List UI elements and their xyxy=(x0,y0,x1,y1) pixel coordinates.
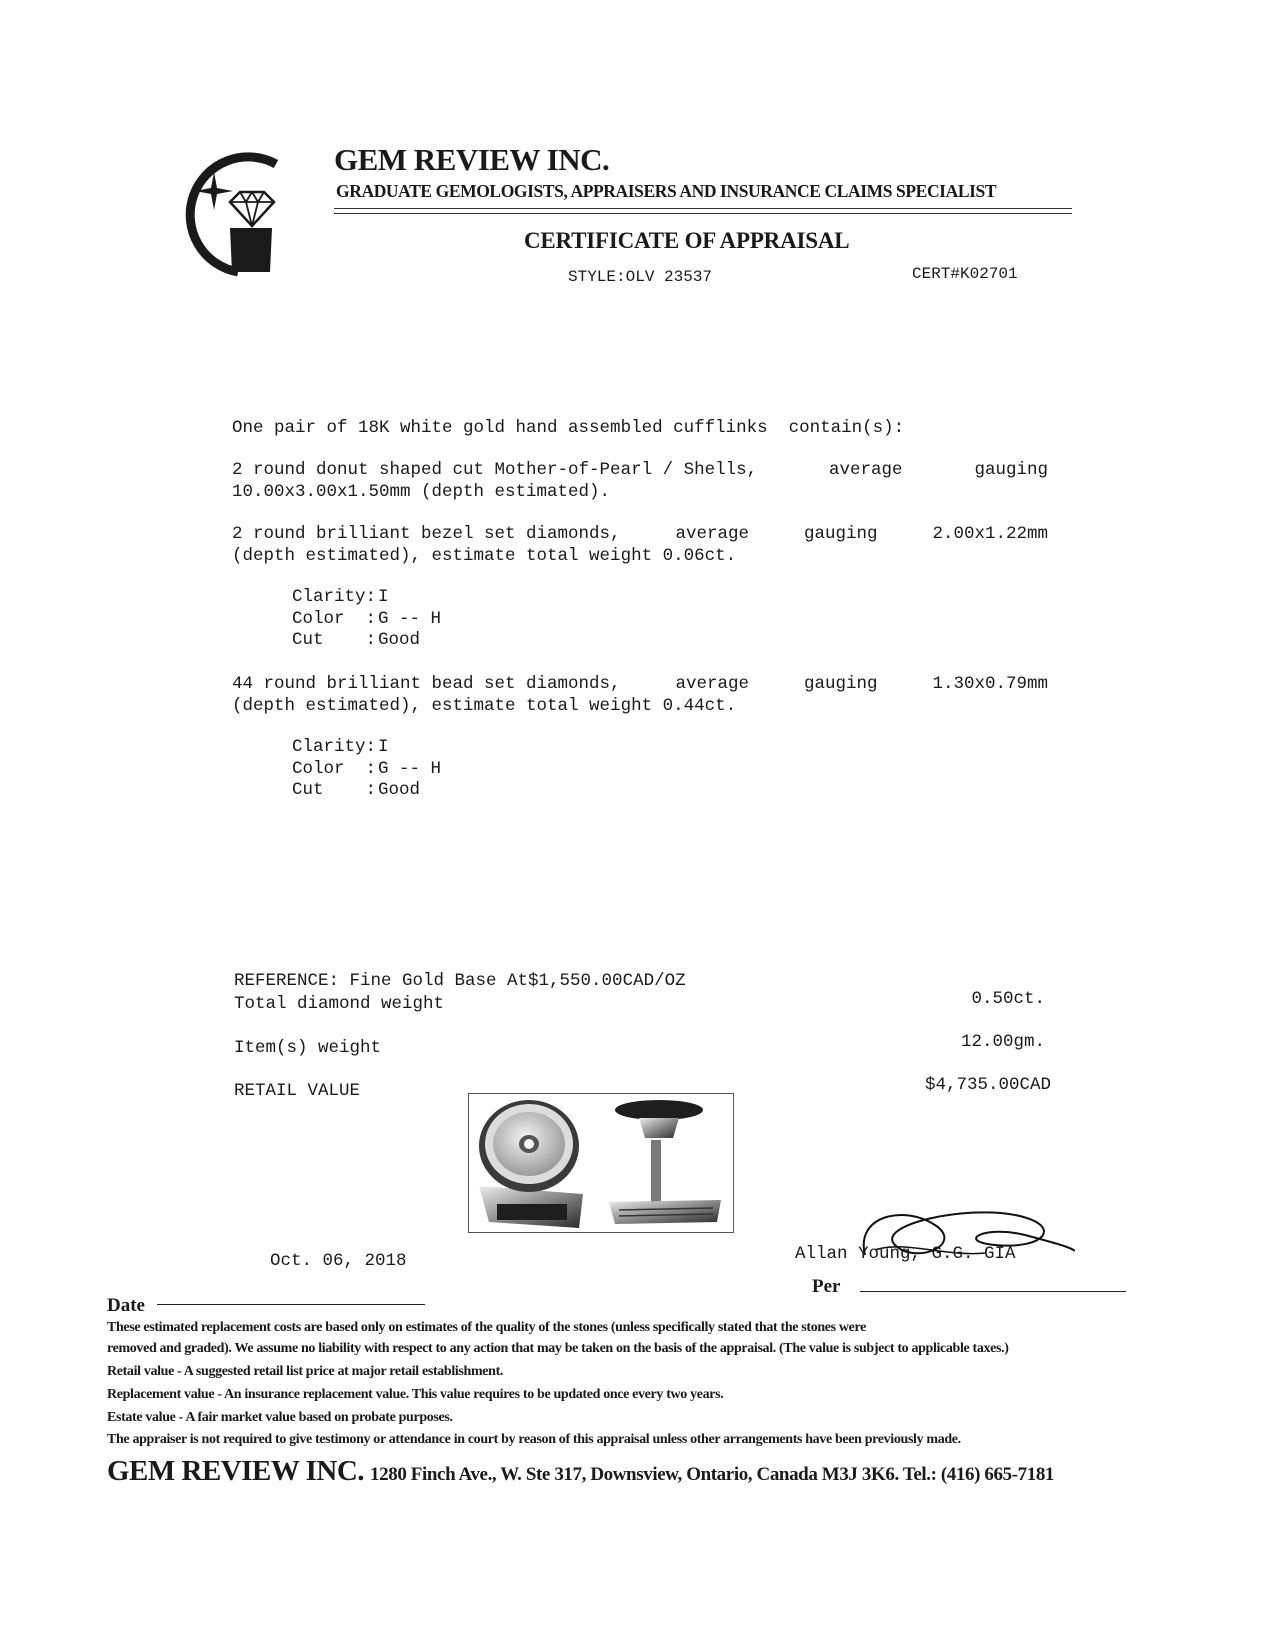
grade-label: Cut : xyxy=(292,780,377,800)
company-tagline: GRADUATE GEMOLOGISTS, APPRAISERS AND INSURANCE CLAIMS SPECIALIST xyxy=(336,181,997,201)
grade-value: I xyxy=(378,737,389,757)
item1-word: gauging xyxy=(974,460,1048,480)
header-rule xyxy=(334,208,1072,214)
grade-label: Color : xyxy=(292,608,377,629)
appraisal-date: Oct. 06, 2018 xyxy=(270,1251,407,1271)
cufflinks-illustration xyxy=(469,1094,733,1232)
total-diamond-weight-label: Total diamond weight xyxy=(234,994,445,1014)
item2-word: gauging xyxy=(804,524,878,544)
item1-word: 2 round donut shaped cut Mother-of-Pearl / Shells, xyxy=(232,460,758,480)
disclaimer-line: Replacement value - An insurance replacement value. This value requires to be updated once every two years. xyxy=(107,1387,724,1402)
item3-description-line1 xyxy=(232,673,1048,695)
item2-word: 2 round brilliant bezel set diamonds, xyxy=(232,524,621,544)
footer-address: 1280 Finch Ave., W. Ste 317, Downsview, Ontario, Canada M3J 3K6. Tel.: (416) 665-7181 xyxy=(370,1464,1055,1485)
item3-word: 1.30x0.79mm xyxy=(932,674,1048,694)
per-signature-line xyxy=(860,1291,1126,1292)
grade-value: G -- H xyxy=(378,758,442,779)
grade-label: Clarity: xyxy=(292,737,377,757)
grade-label: Color : xyxy=(292,758,377,779)
grade-row-cut xyxy=(292,630,441,652)
item1-description-line1 xyxy=(232,459,1048,481)
grade-row-color xyxy=(292,759,441,781)
grade-value: G -- H xyxy=(378,608,442,629)
item3-word: average xyxy=(675,674,750,694)
item3-word: 44 round brilliant bead set diamonds, xyxy=(232,674,621,694)
item-intro: One pair of 18K white gold hand assembled cufflinks contain(s): xyxy=(232,418,905,438)
grade-value: Good xyxy=(378,780,421,800)
signature-scribble xyxy=(845,1195,1075,1270)
grade-label: Cut : xyxy=(292,630,377,650)
grade-row-clarity xyxy=(292,587,441,609)
item1-description-line2: 10.00x3.00x1.50mm (depth estimated). xyxy=(232,482,611,502)
cert-number: CERT#K02701 xyxy=(912,265,1018,283)
grade-value: Good xyxy=(378,630,421,650)
per-label: Per xyxy=(812,1276,841,1297)
item3-description-line2: (depth estimated), estimate total weight 0.44ct. xyxy=(232,696,737,716)
appraiser-name: Allan Young, G.G. GIA xyxy=(795,1244,1016,1264)
item2-description-line1 xyxy=(232,523,1048,545)
item-weight-label: Item(s) weight xyxy=(234,1038,382,1058)
item2-word: average xyxy=(675,524,750,544)
footer-company-name: GEM REVIEW INC. xyxy=(107,1455,365,1487)
disclaimer-line: Estate value - A fair market value based on probate purposes. xyxy=(107,1410,453,1425)
retail-value-amount: $4,735.00CAD xyxy=(924,1075,1051,1095)
item2-description-line2: (depth estimated), estimate total weight 0.06ct. xyxy=(232,546,737,566)
item1-word: average xyxy=(829,460,903,480)
company-name: GEM REVIEW INC. xyxy=(334,142,610,177)
style-number: STYLE:OLV 23537 xyxy=(568,268,713,286)
disclaimer-line: The appraiser is not required to give testimony or attendance in court by reason of this appraisal unless other arrangements have been previously made. xyxy=(107,1432,961,1447)
item3-word: gauging xyxy=(804,674,878,694)
item3-grades xyxy=(292,737,441,802)
disclaimer-line: These estimated replacement costs are based only on estimates of the quality of the stones (unless specifically stated that the stones were xyxy=(107,1320,866,1335)
total-diamond-weight-value: 0.50ct. xyxy=(971,989,1045,1009)
item-weight-value: 12.00gm. xyxy=(960,1032,1045,1052)
disclaimer-line: Retail value - A suggested retail list price at major retail establishment. xyxy=(107,1364,504,1379)
cufflinks-photo xyxy=(468,1093,734,1233)
date-signature-line xyxy=(157,1304,425,1305)
grade-row-cut xyxy=(292,780,441,802)
company-logo xyxy=(168,150,298,280)
grade-label: Clarity: xyxy=(292,587,377,607)
item2-grades xyxy=(292,587,441,652)
certificate-title: CERTIFICATE OF APPRAISAL xyxy=(524,228,850,253)
item2-word: 2.00x1.22mm xyxy=(932,524,1048,544)
retail-value-label: RETAIL VALUE xyxy=(234,1081,361,1101)
grade-row-color xyxy=(292,609,441,631)
footer xyxy=(107,1455,1054,1488)
gold-reference: REFERENCE: Fine Gold Base At$1,550.00CAD/OZ xyxy=(234,971,686,991)
date-label: Date xyxy=(107,1295,145,1316)
grade-row-clarity xyxy=(292,737,441,759)
disclaimer-line: removed and graded). We assume no liability with respect to any action that may be taken on the basis of the appraisal. (The value is subject to applicable taxes.) xyxy=(107,1341,1009,1356)
grade-value: I xyxy=(378,587,389,607)
